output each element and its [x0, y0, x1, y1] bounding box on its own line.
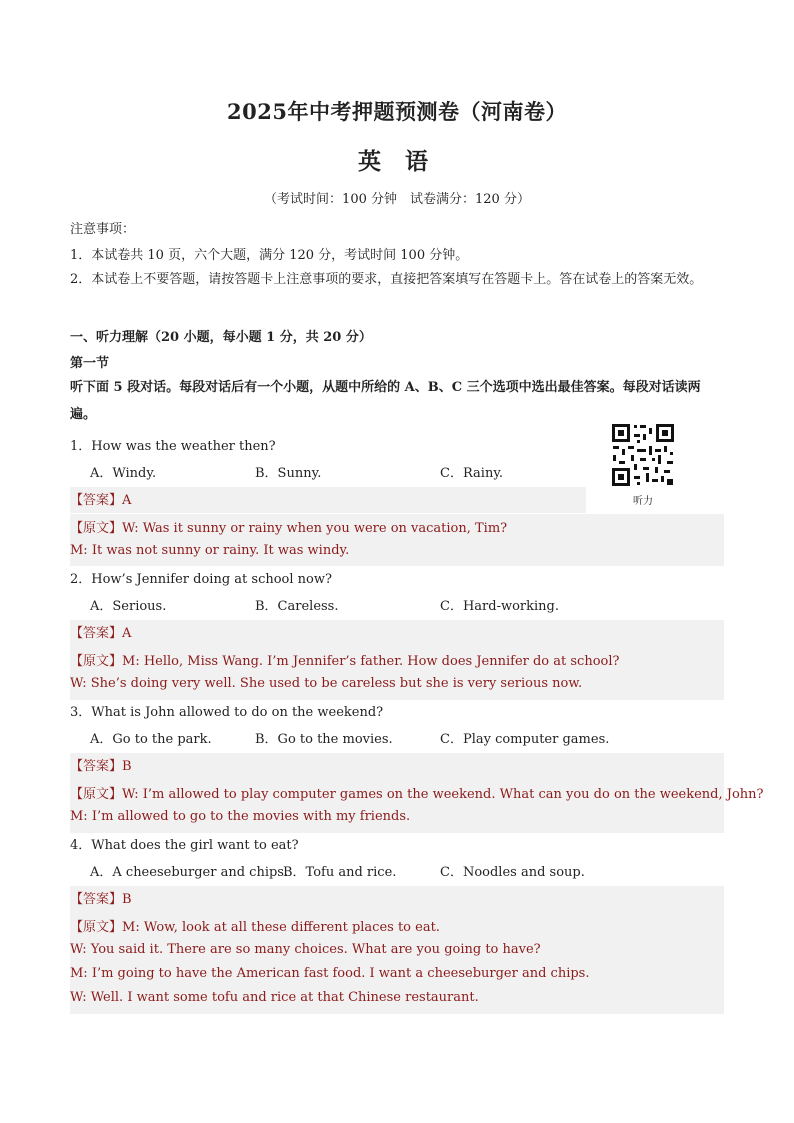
notes-item-2: 2．本试卷上不要答题，请按答题卡上注意事项的要求，直接把答案填写在答题卡上。答在试卷上的答案无效。 [70, 272, 703, 287]
notes-heading: 注意事项： [70, 222, 136, 237]
exam-time-info: （考试时间：100 分钟 试卷满分：120 分） [264, 192, 530, 207]
option-a: A．A cheeseburger and chips. [90, 865, 289, 880]
notes-item-1: 1．本试卷共 10 页，六个大题，满分 120 分，考试时间 100 分钟。 [70, 248, 469, 263]
question-4-answer: 【答案】B [70, 892, 132, 907]
qr-code-icon[interactable] [610, 422, 676, 488]
section-part: 第一节 [70, 356, 110, 371]
question-1-answer: 【答案】A [70, 493, 132, 508]
option-b: B．Careless. [255, 599, 339, 614]
option-a: A．Serious. [90, 599, 167, 614]
option-a: A．Go to the park. [90, 732, 212, 747]
question-2-stem: 2．How’s Jennifer doing at school now? [70, 572, 332, 587]
option-c: C．Hard-working. [440, 599, 559, 614]
question-4-script-line-1: 【原文】M: Wow, look at all these different places to eat. [70, 920, 440, 935]
question-4-script-line-2: W: You said it. There are so many choices. What are you going to have? [70, 942, 541, 957]
option-b: B．Tofu and rice. [283, 865, 397, 880]
question-2-script-line-2: W: She’s doing very well. She used to be careless but she is very serious now. [70, 676, 583, 691]
question-3-script-line-1: 【原文】W: I’m allowed to play computer games on the weekend. What can you do on the weekend, John? [70, 787, 764, 802]
question-4-script-line-3: M: I’m going to have the American fast food. I want a cheeseburger and chips. [70, 966, 590, 981]
question-1-script-line-1: 【原文】W: Was it sunny or rainy when you were on vacation, Tim? [70, 521, 508, 536]
section-instruction: 听下面 5 段对话。每段对话后有一个小题，从题中所给的 A、B、C 三个选项中选出最佳答案。每段对话读两遍。 [70, 380, 701, 422]
question-4-script-line-4: W: Well. I want some tofu and rice at that Chinese restaurant. [70, 990, 479, 1005]
question-3-stem: 3．What is John allowed to do on the weekend? [70, 705, 384, 720]
exam-title: 2025年中考押题预测卷（河南卷） [227, 99, 567, 124]
option-c: C．Rainy. [440, 466, 504, 481]
question-3-script-line-2: M: I’m allowed to go to the movies with my friends. [70, 809, 411, 824]
option-c: C．Noodles and soup. [440, 865, 585, 880]
option-c: C．Play computer games. [440, 732, 610, 747]
question-4-stem: 4．What does the girl want to eat? [70, 838, 299, 853]
exam-subject: 英 语 [357, 148, 436, 175]
option-b: B．Sunny. [255, 466, 322, 481]
question-1-stem: 1．How was the weather then? [70, 439, 276, 454]
qr-label: 听力 [633, 496, 653, 507]
section-heading: 一、听力理解（20 小题，每小题 1 分，共 20 分） [70, 330, 372, 345]
option-b: B．Go to the movies. [255, 732, 393, 747]
answer-shade [70, 487, 586, 513]
question-2-script-line-1: 【原文】M: Hello, Miss Wang. I’m Jennifer’s father. How does Jennifer do at school? [70, 654, 620, 669]
question-2-answer: 【答案】A [70, 626, 132, 641]
question-3-answer: 【答案】B [70, 759, 132, 774]
question-1-script-line-2: M: It was not sunny or rainy. It was windy. [70, 543, 350, 558]
option-a: A．Windy. [90, 466, 157, 481]
